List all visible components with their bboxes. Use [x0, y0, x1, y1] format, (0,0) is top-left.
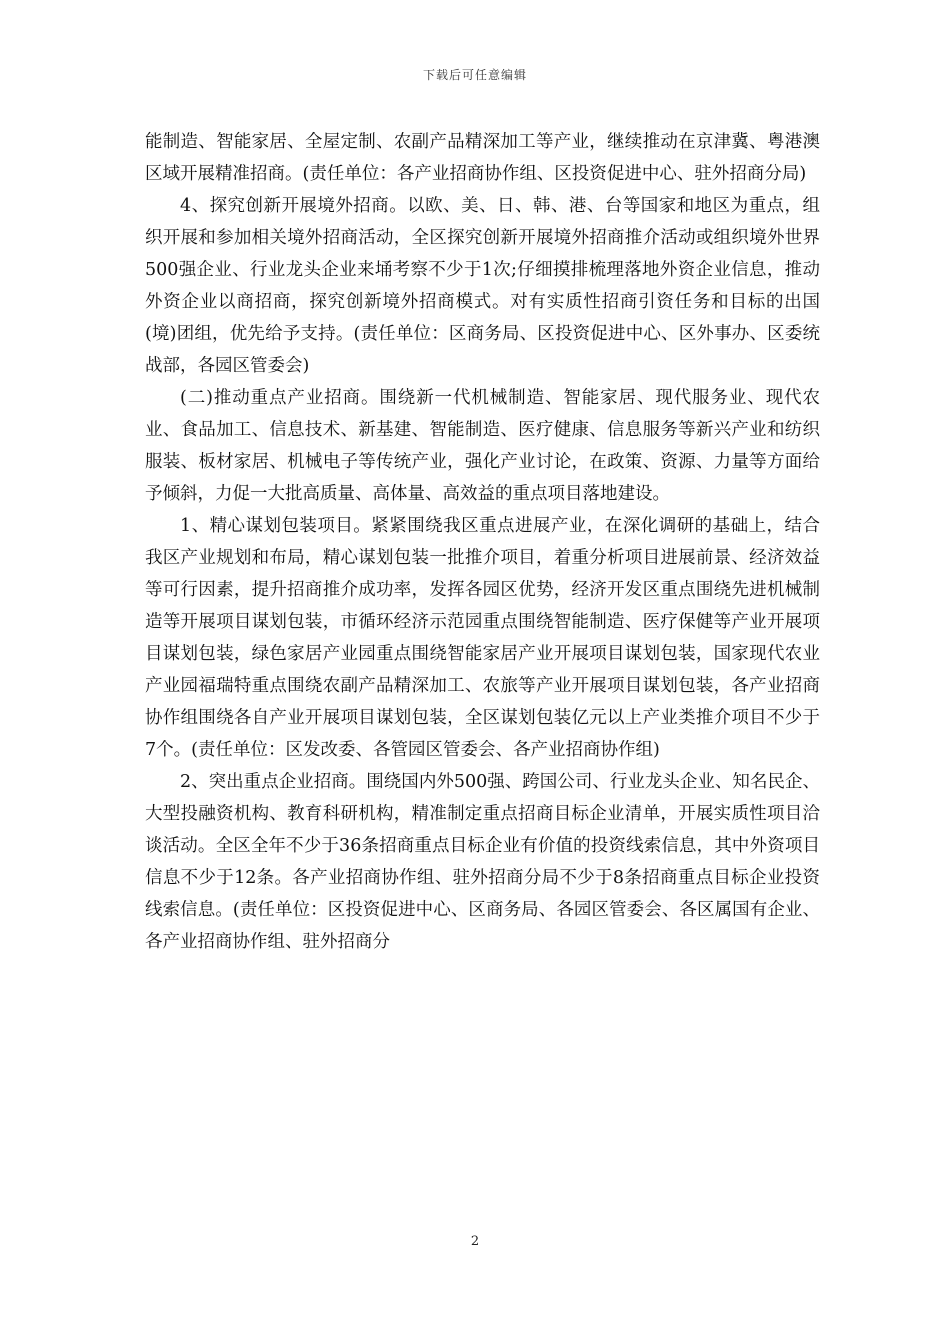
- paragraph-continuation: 能制造、智能家居、全屋定制、农副产品精深加工等产业，继续推动在京津冀、粤港澳区域开展精准招商。(责任单位：各产业招商协作组、区投资促进中心、驻外招商分局): [145, 132, 820, 184]
- paragraph-key-enterprise: 2、突出重点企业招商。围绕国内外500强、跨国公司、行业龙头企业、知名民企、大型投融资机构、教育科研机构，精准制定重点招商目标企业清单，开展实质性项目洽谈活动。全区全年不少于36条招商重点目标企业有价值的投资线索信息，其中外资项目信息不少于12条。各产业招商协作组、驻外招商分局不少于8条招商重点目标企业投资线索信息。(责任单位：区投资促进中心、区商务局、各园区管委会、各区属国有企业、各产业招商协作组、驻外招商分: [145, 772, 820, 952]
- paragraph-overseas-investment: 4、探究创新开展境外招商。以欧、美、日、韩、港、台等国家和地区为重点，组织开展和参加相关境外招商活动，全区探究创新开展境外招商推介活动或组织境外世界500强企业、行业龙头企业来埇考察不少于1次;仔细摸排梳理落地外资企业信息，推动外资企业以商招商，探究创新境外招商模式。对有实质性招商引资任务和目标的出国(境)团组，优先给予支持。(责任单位：区商务局、区投资促进中心、区外事办、区委统战部，各园区管委会): [145, 196, 820, 376]
- page-number: 2: [470, 1234, 480, 1249]
- paragraph-key-industry: (二)推动重点产业招商。围绕新一代机械制造、智能家居、现代服务业、现代农业、食品加工、信息技术、新基建、智能制造、医疗健康、信息服务等新兴产业和纺织服装、板材家居、机械电子等传统产业，强化产业讨论，在政策、资源、力量等方面给予倾斜，力促一大批高质量、高体量、高效益的重点项目落地建设。: [145, 388, 820, 504]
- paragraph-project-planning: 1、精心谋划包装项目。紧紧围绕我区重点进展产业，在深化调研的基础上，结合我区产业规划和布局，精心谋划包装一批推介项目，着重分析项目进展前景、经济效益等可行因素，提升招商推介成功率，发挥各园区优势，经济开发区重点围绕先进机械制造等开展项目谋划包装，市循环经济示范园重点围绕智能制造、医疗保健等产业开展项目谋划包装，绿色家居产业园重点围绕智能家居产业开展项目谋划包装，国家现代农业产业园福瑞特重点围绕农副产品精深加工、农旅等产业开展项目谋划包装，各产业招商协作组围绕各自产业开展项目谋划包装，全区谋划包装亿元以上产业类推介项目不少于7个。(责任单位：区发改委、各管园区管委会、各产业招商协作组): [145, 516, 820, 760]
- document-body: [145, 126, 820, 958]
- page-header: 下载后可任意编辑: [422, 68, 527, 82]
